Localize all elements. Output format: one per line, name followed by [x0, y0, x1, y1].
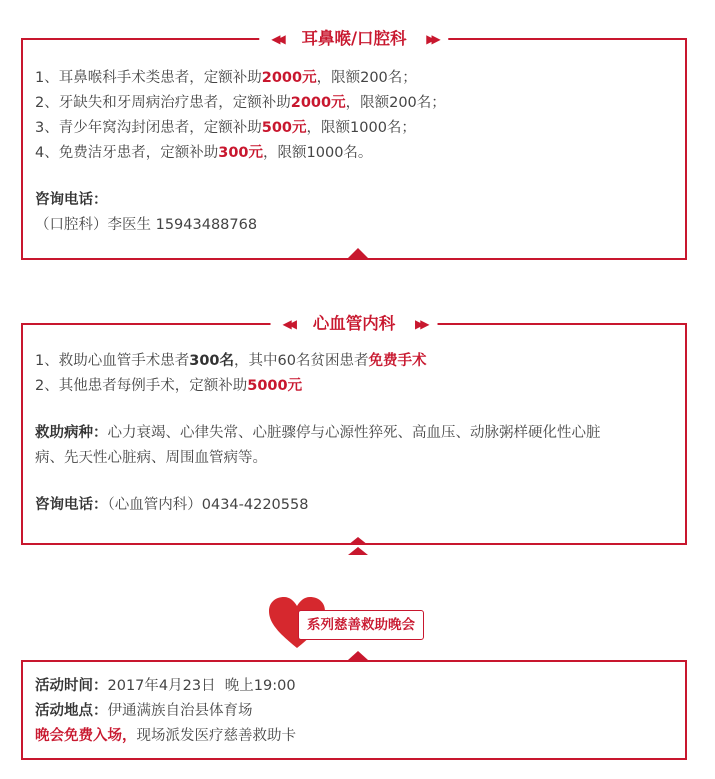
- section-title: [259, 24, 448, 54]
- contact-line: 咨询电话：（心血管内科）0434-4220558: [35, 497, 309, 513]
- down-triangle-icon: [348, 651, 368, 660]
- up-triangle-icon: [348, 248, 368, 258]
- ent-oral-section: [21, 29, 687, 260]
- double-right-triangle-icon: ▶▶: [415, 317, 426, 331]
- free-entry: 晚会免费入场，现场派发医疗慈善救助卡: [35, 728, 296, 744]
- diseases-text: 救助病种：心力衰竭、心律失常、心脏骤停与心源性猝死、高血压、动脉粥样硬化性心脏: [35, 425, 601, 441]
- section-title-text: 耳鼻喉/口腔科: [301, 29, 407, 48]
- list-item: 1、耳鼻喉科手术类患者，定额补助2000元，限额200名；: [35, 70, 417, 86]
- event-time: 活动时间：2017年4月23日 晚上19:00: [35, 678, 296, 694]
- gala-section: [21, 660, 687, 760]
- list-item: 2、牙缺失和牙周病治疗患者，定额补助2000元，限额200名；: [35, 95, 446, 111]
- section-title-text: 心血管内科: [312, 314, 396, 333]
- list-item: 2、其他患者每例手术，定额补助5000元: [35, 378, 303, 394]
- contact-value: （口腔科）李医生 15943488768: [35, 217, 258, 233]
- double-right-triangle-icon: ▶▶: [426, 32, 437, 46]
- up-triangle-icon: [348, 537, 368, 545]
- double-left-triangle-icon: ◀◀: [271, 32, 282, 46]
- diseases-text-cont: 病、先天性心脏病、周围血管病等。: [35, 450, 267, 466]
- double-left-triangle-icon: ◀◀: [282, 317, 293, 331]
- section-title: [271, 309, 438, 339]
- badge-label: 系列慈善救助晚会: [298, 610, 424, 640]
- up-triangle-icon: [348, 547, 368, 555]
- cardiology-section: [21, 314, 687, 545]
- contact-label: 咨询电话：: [35, 192, 108, 208]
- gala-badge: [289, 596, 449, 651]
- list-item: 3、青少年窝沟封闭患者，定额补助500元，限额1000名；: [35, 120, 416, 136]
- event-place: 活动地点：伊通满族自治县体育场: [35, 703, 253, 719]
- list-item: 1、救助心血管手术患者300名，其中60名贫困患者免费手术: [35, 353, 427, 369]
- list-item: 4、免费洁牙患者，定额补助300元，限额1000名。: [35, 145, 373, 161]
